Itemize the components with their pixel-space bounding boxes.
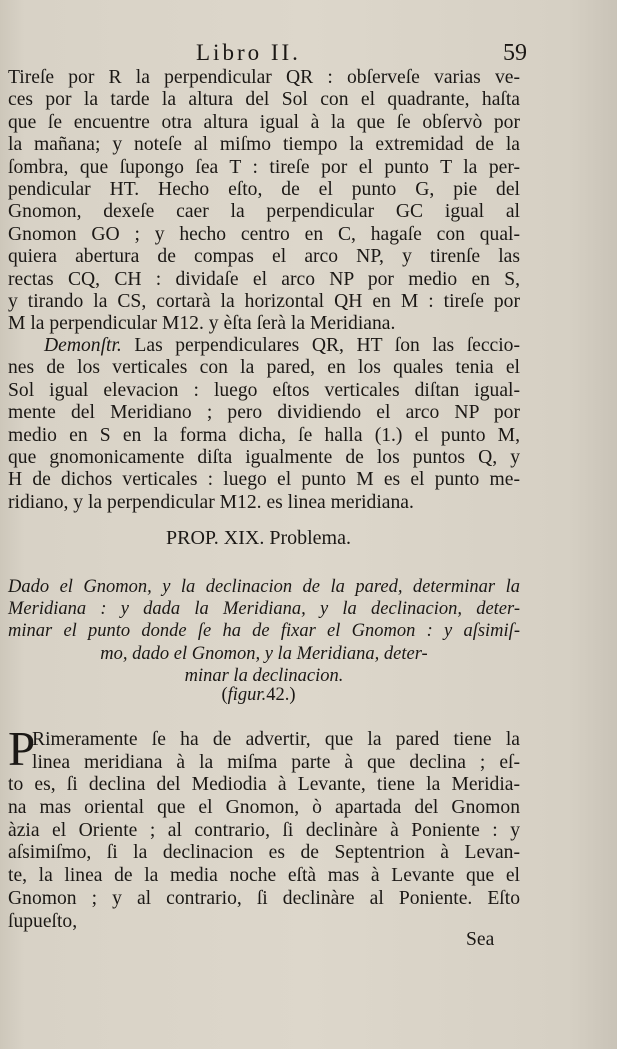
figure-ref-close: ) xyxy=(289,685,296,705)
figure-ref-open: ( xyxy=(221,685,228,705)
text-line: Tireſe por R la perpendicular QR : obſervеſe varias ve- xyxy=(8,67,520,88)
text-line: àzia el Oriente ; al contrario, ſi declinàre à Poniente : y xyxy=(8,819,520,841)
text-line: to es, ſi declina del Mediodia à Levante, tiene la Meridia- xyxy=(8,774,520,796)
statement-line: mo, dado el Gnomon, y la Meridiana, deter- xyxy=(100,643,428,664)
drop-cap: P xyxy=(8,721,36,776)
text-line: la mañana; y noteſe al miſmo tiempo la extremidad de la xyxy=(8,134,520,156)
statement-line: minar la declinacion. xyxy=(184,665,344,686)
proposition-heading: PROP. XIX. Problema. xyxy=(165,527,351,549)
text-line: H de dichos verticales : luego el punto M es el punto me- xyxy=(8,469,520,491)
text-line: mente del Meridiano ; pero dividiendo el arco NP por xyxy=(8,402,520,424)
text-line: ſupueſto, xyxy=(8,910,78,932)
text-line: te, la linea de la media noche eſtà mas à Levante que el xyxy=(8,865,520,887)
text-line: y tirando la CS, cortarà la horizontal QH en M : tireſe por xyxy=(8,290,520,312)
running-header xyxy=(0,40,617,70)
text-line: Gnomon GO ; y hecho centro en C, hagaſe con qual- xyxy=(8,223,520,245)
text-line: Rimeramente ſe ha de advertir, que la pared tiene la xyxy=(32,729,520,750)
text-line: ridiano, y la perpendicular M12. es linea meridiana. xyxy=(8,491,414,513)
text-line: Gnomon, dexeſe caer la perpendicular GC igual al xyxy=(8,201,520,223)
figure-ref-label: figur. xyxy=(227,685,267,705)
catchword: Sea xyxy=(466,929,495,950)
statement-line: minar el punto donde ſe ha de fixar el Gnomon : y aſsimiſ- xyxy=(8,621,520,642)
paragraph-1 xyxy=(8,67,520,336)
text-line: pendicular HT. Hecho eſto, de el punto G, pie del xyxy=(8,178,520,200)
demonstration-label: Demonſtr. xyxy=(44,335,122,356)
text-line: ces por la tarde la altura del Sol con el quadrante, haſta xyxy=(8,89,520,111)
paragraph-3 xyxy=(8,721,520,933)
text-line: M la perpendicular M12. y èſta ſerà la Meridiana. xyxy=(8,313,396,335)
text-line: medio en S en la forma dicha, ſe halla (1.) el punto M, xyxy=(8,424,520,446)
running-title: Libro II. xyxy=(196,40,301,65)
statement-line: Meridiana : y dada la Meridiana, y la declinacion, deter- xyxy=(8,599,520,620)
text-line: quiera abertura de compas el arco NP, y tirenſe las xyxy=(8,246,520,268)
text-line-first xyxy=(8,335,520,357)
text-line: aſsimiſmo, ſi la declinacion es de Septentrion à Levan- xyxy=(8,842,520,864)
text-line: que ſe encuentre otra altura igual à la que ſe obſervò por xyxy=(8,111,520,133)
text-fragment: Las perpendiculares QR, HT ſon las ſeccio- xyxy=(134,335,520,356)
text-line: rectas CQ, CH : dividaſe el arco NP por medio en S, xyxy=(8,268,520,290)
text-line: ſombra, que ſupongo ſea T : tireſe por el punto T la per- xyxy=(8,156,520,178)
figure-reference xyxy=(0,685,517,706)
page-number: 59 xyxy=(503,40,527,66)
text-line: Gnomon ; y al contrario, ſi declinàre al Poniente. Eſto xyxy=(8,887,520,909)
text-line: que gnomonicamente diſta igualmente de los puntos Q, y xyxy=(8,446,520,468)
text-line: nes de los verticales con la pared, en los quales tenia el xyxy=(8,357,520,379)
text-line: Sol igual elevacion : luego eſtos verticales diſtan igual- xyxy=(8,379,520,401)
proposition-statement xyxy=(8,576,520,687)
text-line: linea meridiana à la miſma parte à que declina ; eſ- xyxy=(32,751,520,773)
paragraph-2-demonstration xyxy=(8,335,520,514)
figure-ref-number: 42. xyxy=(266,685,290,705)
statement-line: Dado el Gnomon, y la declinacion de la pared, determinar la xyxy=(8,577,520,597)
text-line: na mas oriental que el Gnomon, ò apartada del Gnomon xyxy=(8,797,520,819)
